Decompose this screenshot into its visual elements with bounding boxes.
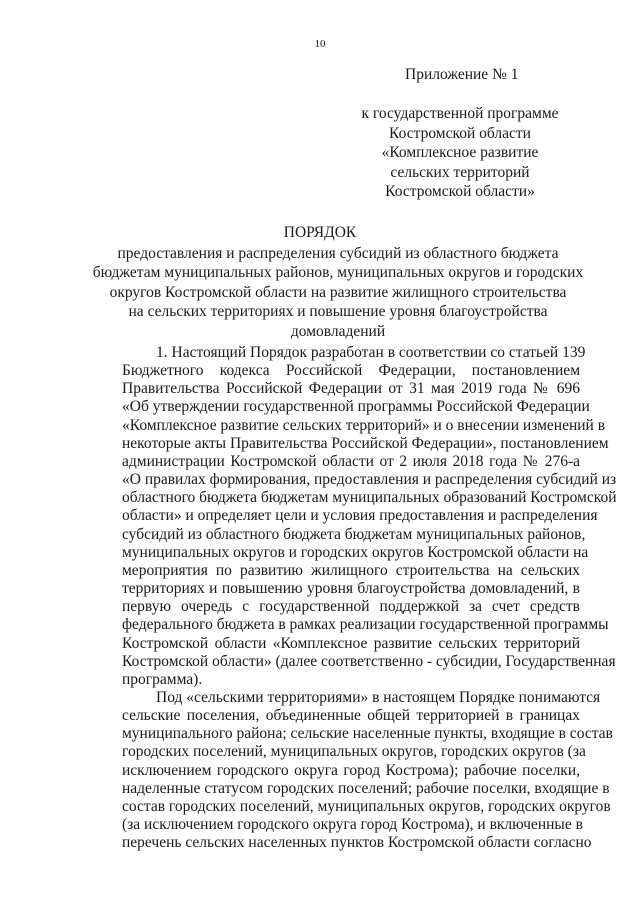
text-line: Под «сельскими территориями» в настоящем Порядке понимаются xyxy=(156,688,601,706)
document-subtitle-line: на сельских территориях и повышение уровня благоустройства xyxy=(128,303,548,321)
text-line: федерального бюджета в рамках реализации государственной программы xyxy=(122,616,609,634)
text-line: исключением городского округа город Кострома); рабочие поселки, xyxy=(122,761,580,779)
document-body xyxy=(88,344,617,852)
text-line: Бюджетного кодекса Российской Федерации, постановлением xyxy=(122,362,580,380)
text-line: сельские поселения, объединенные общей территорией в границах xyxy=(122,707,580,725)
text-line: Костромской области «Комплексное развитие сельских территорий xyxy=(122,634,580,652)
document-title: ПОРЯДОК xyxy=(283,224,357,241)
text-line: областного бюджета бюджетам муниципальных образований Костромской xyxy=(122,489,617,507)
text-line: муниципального района; сельские населенные пункты, входящие в состав xyxy=(122,725,613,743)
document-subtitle xyxy=(88,244,588,341)
appendix-reference-line: «Комплексное развитие xyxy=(381,144,539,161)
text-line: городских поселений, муниципальных округов, городских округов (за xyxy=(122,743,586,761)
document-subtitle-line: предоставления и распределения субсидий из областного бюджета xyxy=(117,245,559,262)
document-subtitle-line: округов Костромской области на развитие жилищного строительства xyxy=(109,283,567,301)
text-line: «Комплексное развитие сельских территорий» и о внесении изменений в xyxy=(122,416,606,434)
text-line: 1. Настоящий Порядок разработан в соответствии со статьей 139 xyxy=(156,344,586,361)
paragraph-1 xyxy=(88,344,617,689)
text-line: перечень сельских населенных пунктов Костромской области согласно xyxy=(122,834,592,852)
text-line: муниципальных округов и городских округов Костромской области на xyxy=(122,543,589,561)
paragraph-2 xyxy=(88,688,613,852)
text-line: наделенные статусом городских поселений; рабочие поселки, входящие в xyxy=(122,779,610,797)
text-line: территориях и повышению уровня благоустройства домовладений, в xyxy=(122,580,580,598)
text-line: программа). xyxy=(122,670,203,688)
text-line: «Об утверждении государственной программы Российской Федерации xyxy=(122,398,590,416)
text-line: Правительства Российской Федерации от 31 мая 2019 года № 696 xyxy=(122,380,580,398)
text-line: субсидий из областного бюджета бюджетам муниципальных районов, xyxy=(122,525,586,543)
appendix-reference-line: сельских территорий xyxy=(390,163,530,181)
appendix-reference-line: Костромской области» xyxy=(385,183,535,200)
appendix-reference-line: к государственной программе xyxy=(361,105,559,122)
text-line: администрации Костромской области от 2 июля 2018 года № 276-а xyxy=(122,452,580,470)
appendix-reference xyxy=(340,104,580,202)
page-number: 10 xyxy=(314,38,326,50)
text-line: первую очередь с государственной поддержкой за счет средств xyxy=(122,598,580,616)
document-subtitle-line: бюджетам муниципальных районов, муниципальных округов и городских xyxy=(92,264,584,282)
text-line: области» и определяет цели и условия предоставления и распределения xyxy=(122,507,598,525)
appendix-reference-line: Костромской области xyxy=(389,124,531,142)
document-subtitle-line: домовладений xyxy=(290,322,386,340)
text-line: «О правилах формирования, предоставления и распределения субсидий из xyxy=(122,471,617,489)
text-line: мероприятия по развитию жилищного строительства на сельских xyxy=(122,561,580,579)
appendix-title: Приложение № 1 xyxy=(405,66,519,83)
text-line: состав городских поселений, муниципальных округов, городских округов xyxy=(122,797,611,815)
text-line: некоторые акты Правительства Российской Федерации», постановлением xyxy=(122,434,609,452)
text-line: (за исключением городского округа город Кострома), и включенные в xyxy=(122,816,583,834)
text-line: Костромской области» (далее соответственно - субсидии, Государственная xyxy=(122,652,616,670)
